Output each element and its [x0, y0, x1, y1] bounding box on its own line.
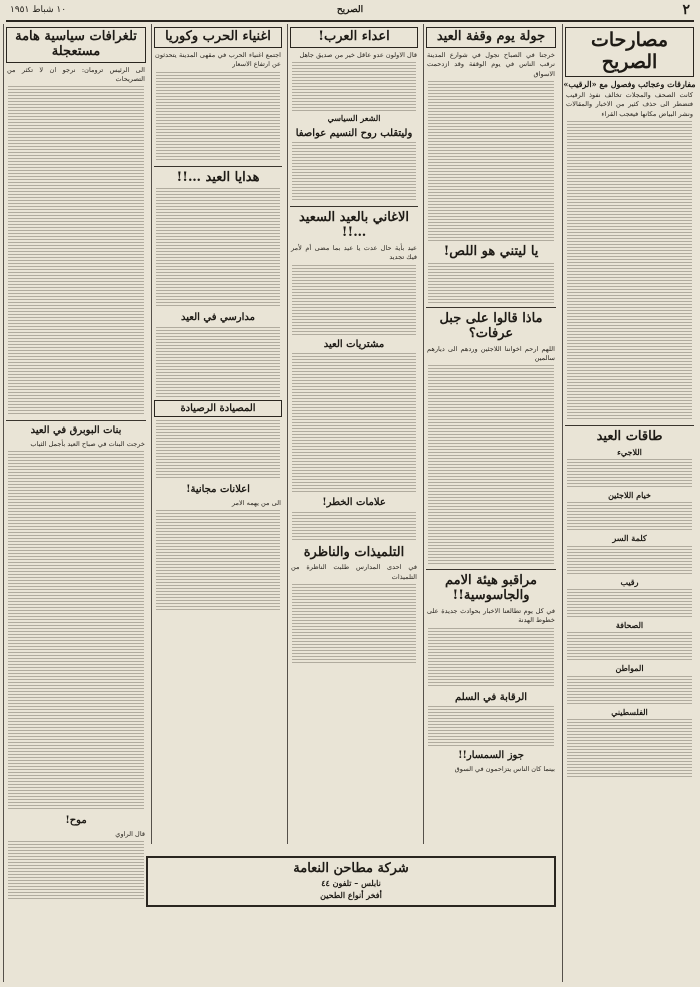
col5-text-block [8, 451, 144, 811]
col3-text-block [292, 265, 416, 335]
paper-name: الصريح [336, 5, 364, 15]
col2-text-block [428, 365, 554, 565]
advertisement [146, 856, 556, 907]
col2-title4: مراقبو هيئة الامم والجاسوسية!! [445, 573, 537, 604]
col3-body1: قال الاولون عدو عاقل خير من صديق جاهل [299, 50, 417, 59]
col3-title4: الاغاني بالعيد السعيد …!! [298, 210, 410, 240]
col5-body3: قال الراوي [115, 829, 145, 838]
col2-text-block [428, 263, 554, 303]
col4-text-block [156, 188, 280, 308]
divider [426, 307, 556, 308]
divider [154, 166, 282, 167]
box-line: المواطن [615, 663, 644, 674]
col2-body3: اللهم ارحم اخواننا اللاجئين وردهم الى ديارهم سالمين [427, 344, 555, 362]
column-3 [287, 24, 420, 844]
col3-text-block [292, 353, 416, 493]
col4-body5: الى من يهمه الامر [231, 498, 281, 507]
col3-title1: اعداء العرب! [290, 27, 418, 48]
box-text [567, 676, 692, 706]
col2-text-block [428, 628, 554, 688]
ad-tagline: أفخر أنواع الطحين [320, 890, 382, 900]
col4-text-block [156, 510, 280, 610]
divider [290, 206, 418, 207]
col1-text-block [567, 121, 692, 421]
box-line: اللاجيء [617, 446, 642, 457]
divider [565, 425, 694, 426]
box-line: الفلسطيني [611, 706, 648, 717]
col3-text-block [292, 62, 416, 112]
col3-title6: علامات الخطر! [322, 497, 386, 508]
box-text [567, 719, 692, 779]
box-text [567, 502, 692, 532]
box-line: رقيب [620, 576, 639, 587]
divider [426, 569, 556, 570]
column-1 [562, 24, 696, 982]
col1-subtitle: مفارقات وعجائب وفصول مع «الرقيب» [563, 78, 696, 89]
col3-text-block [292, 512, 416, 542]
col2-title5: الرقابة في السلم [454, 691, 528, 703]
col3-title7: التلميذات والناظرة [303, 544, 405, 560]
page-header [6, 4, 694, 22]
col2-title2: يا ليتني هو اللص! [443, 243, 539, 259]
box-text [567, 546, 692, 576]
box-text [567, 459, 692, 489]
col5-title2: بنات البوبرق في العيد [30, 425, 122, 437]
col5-title1: تلغرافات سياسية هامة مستعجلة [6, 27, 146, 63]
col5-title3: موح! [65, 815, 87, 827]
col3-title5: مشتريات العيد [323, 338, 385, 350]
col2-body1: خرجنا في الصباح نجول في شوارع المدينة نرقب الناس في يوم الوقفة وقد ازدحمت الاسواق [427, 50, 555, 78]
box-line: كلمة السر [612, 533, 647, 544]
column-5 [3, 24, 148, 982]
col2-body4: في كل يوم تطالعنا الاخبار بحوادث جديدة على خطوط الهدنة [427, 607, 555, 625]
col3-body7: في احدى المدارس طلبت الناظرة من التلميذات [291, 563, 417, 581]
col4-text-block [156, 72, 280, 162]
col5-body2: خرجت البنات في صباح العيد بأجمل الثياب [30, 439, 145, 448]
col1-box-title: طاقات العيد [596, 428, 663, 444]
col4-title2: هدايا العيد …!! [176, 169, 260, 185]
box-line: خيام اللاجئين [608, 490, 651, 501]
col4-text-block [156, 420, 280, 480]
col4-title4: المصيادة الرصيادة [154, 400, 282, 418]
col4-title5: اعلانات مجانية! [186, 484, 250, 496]
col5-text-block [8, 86, 144, 416]
ad-phone: نابلس – تلفون ٤٤ [321, 878, 381, 888]
col4-title1: اغنياء الحرب وكوريا [154, 27, 282, 48]
col5-body1: الى الرئيس ترومان: نرجو ان لا تكثر من التصريحات [7, 65, 145, 84]
column-4 [151, 24, 284, 844]
col2-body6: بينما كان الناس يتزاحمون في السوق [454, 764, 555, 773]
box-text [567, 632, 692, 662]
col4-text-block [156, 327, 280, 397]
col4-title3: مدارسي في العيد [181, 312, 255, 324]
col2-title3: ماذا قالوا على جبل عرفات؟ [439, 310, 543, 341]
col2-text-block [428, 81, 554, 241]
box-line: الصحافة [615, 620, 644, 630]
col3-title2: الشعر السياسي [327, 113, 381, 124]
col1-title: مصارحات الصريح [565, 27, 694, 77]
col2-text-block [428, 706, 554, 746]
col3-body4: عيد بأية حال عدت يا عيد بما مضى أم لأمر فيك تجديد [291, 243, 417, 262]
col2-title1: جولة يوم وقفة العيد [426, 27, 556, 48]
page-number: ٢ [682, 2, 690, 18]
divider [6, 420, 146, 421]
col3-text-block [292, 584, 416, 664]
col5-text-block [8, 841, 144, 901]
col4-body1: اجتمع اغنياء الحرب في مقهى المدينة يتحدثون عن ارتفاع الاسعار [155, 50, 281, 69]
col3-text-block [292, 142, 416, 202]
column-2 [423, 24, 558, 844]
col1-body: كانت الصحف والمجلات تخالف نفوذ الرقيب فتضطر الى حذف كثير من الاخبار والمقالات ونشر البياض مكانها فيعجب القراء [566, 90, 693, 118]
ad-title: شركة مطاحن النعامة [293, 861, 409, 876]
issue-date: ١٠ شباط ١٩٥١ [10, 5, 67, 15]
col3-title3: وليتقلب روح النسيم عواصفا [295, 127, 413, 139]
col2-title6: جوز السمسار!! [458, 750, 524, 762]
box-text [567, 589, 692, 619]
